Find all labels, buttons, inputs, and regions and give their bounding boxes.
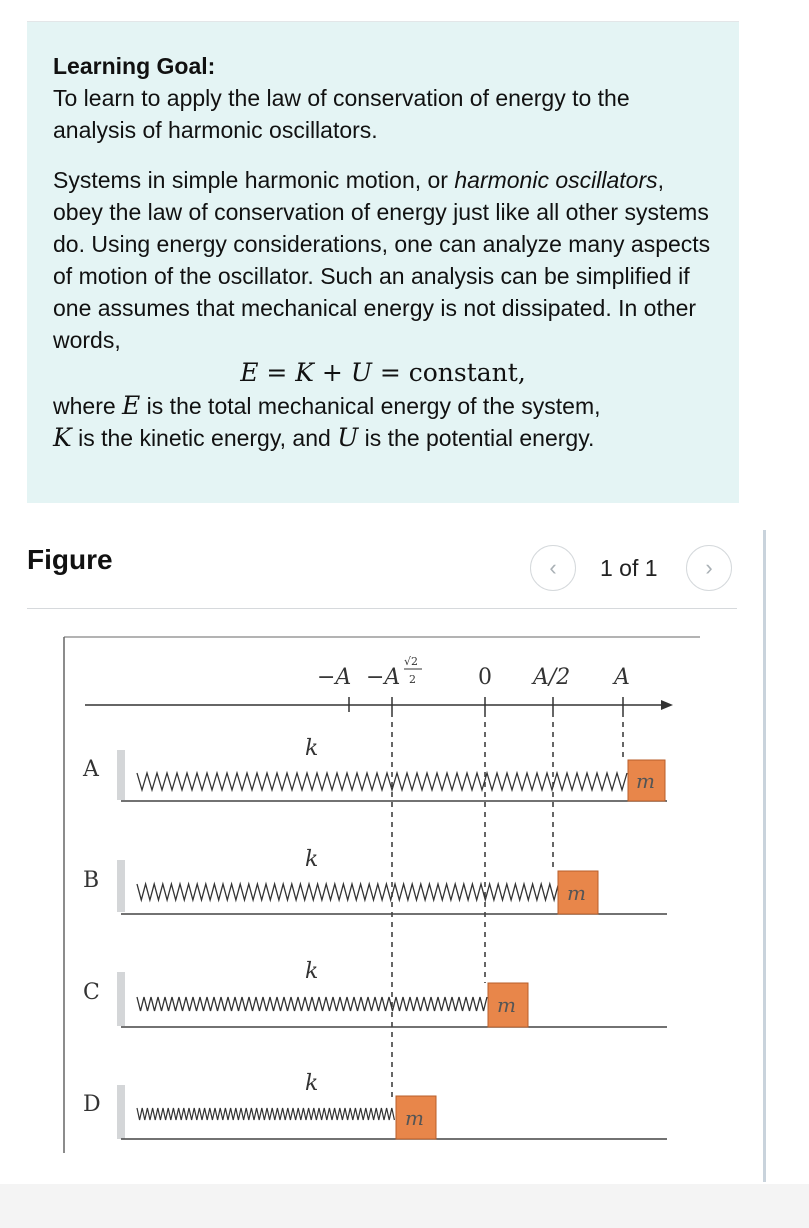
spring-constant-a: k	[305, 736, 319, 761]
where-part-2: is the total mechanical energy of the system,	[140, 393, 601, 419]
spring-c	[137, 997, 487, 1011]
oscillator-row-b	[83, 847, 667, 914]
mass-label-c: m	[497, 993, 516, 1017]
mass-label-d: m	[405, 1106, 424, 1130]
scrollbar-track[interactable]	[763, 530, 766, 1182]
figure-divider	[27, 608, 737, 609]
row-label-a: A	[83, 757, 99, 782]
position-axis	[85, 697, 673, 712]
energy-equation	[53, 356, 713, 390]
learning-goal-title: Learning Goal:	[53, 53, 216, 79]
paragraph-italic-term: harmonic oscillators	[454, 167, 658, 193]
chevron-left-icon: ‹	[549, 555, 557, 580]
where-part-1: where	[53, 393, 123, 419]
paragraph-part-2: , obey the law of conservation of energy just like all other systems do. Using energy considerations, one can analyze many aspects of motion of the oscillator. Such an analysis can be simplified if one assumes that mechanical energy is not dissipated. In other words,	[53, 167, 711, 353]
where-symbol-k: K	[53, 423, 72, 452]
bottom-bar	[0, 1184, 809, 1228]
oscillator-row-a	[82, 736, 667, 801]
eq-symbol-e: E	[240, 358, 259, 387]
eq-equals-2: =	[371, 358, 409, 387]
tick-label-sqrt2-den: 2	[409, 673, 416, 686]
tick-label-neg-a: −A	[317, 665, 352, 690]
tick-label-sqrt2-num: √2	[404, 655, 419, 668]
spring-d	[137, 1108, 394, 1120]
eq-symbol-u: U	[350, 358, 372, 387]
eq-symbol-k: K	[295, 358, 314, 387]
where-symbol-u: U	[337, 423, 359, 452]
where-part-3: is the kinetic energy, and	[71, 425, 338, 451]
wall-b	[117, 860, 125, 912]
where-clause	[53, 390, 713, 454]
spring-constant-b: k	[305, 847, 319, 872]
spring-constant-c: k	[305, 959, 319, 984]
spring-b	[137, 884, 558, 900]
tick-label-half-a: A/2	[533, 665, 571, 690]
row-label-c: C	[83, 980, 100, 1005]
eq-equals-1: =	[258, 358, 296, 387]
tick-label-zero: 0	[478, 665, 492, 690]
figure-title: Figure	[27, 544, 113, 575]
figure-pager	[530, 545, 740, 593]
learning-goal-box	[27, 22, 739, 503]
figure-page-count: 1 of 1	[600, 555, 658, 581]
row-label-d: D	[83, 1092, 101, 1117]
spring-constant-d: k	[305, 1071, 319, 1096]
learning-goal-intro: To learn to apply the law of conservation of energy to the analysis of harmonic oscillators.	[53, 85, 630, 143]
tick-label-a: A	[614, 665, 630, 690]
tick-label-neg-a-sqrt2: −A	[366, 665, 401, 690]
learning-goal-paragraph	[53, 164, 713, 356]
previous-figure-button[interactable]	[530, 545, 576, 591]
wall-a	[117, 750, 125, 800]
oscillator-row-c	[83, 959, 667, 1027]
where-symbol-e: E	[122, 391, 141, 420]
wall-c	[117, 972, 125, 1026]
eq-constant: constant,	[408, 358, 526, 387]
wall-d	[117, 1085, 125, 1139]
spring-oscillator-figure	[55, 628, 705, 1158]
next-figure-button[interactable]	[686, 545, 732, 591]
eq-plus: +	[313, 358, 351, 387]
where-part-4: is the potential energy.	[358, 425, 595, 451]
paragraph-part-1: Systems in simple harmonic motion, or	[53, 167, 455, 193]
mass-label-b: m	[567, 881, 586, 905]
row-label-b: B	[83, 868, 100, 893]
chevron-right-icon: ›	[705, 555, 713, 580]
oscillator-row-d	[83, 1071, 667, 1139]
mass-label-a: m	[636, 769, 655, 793]
